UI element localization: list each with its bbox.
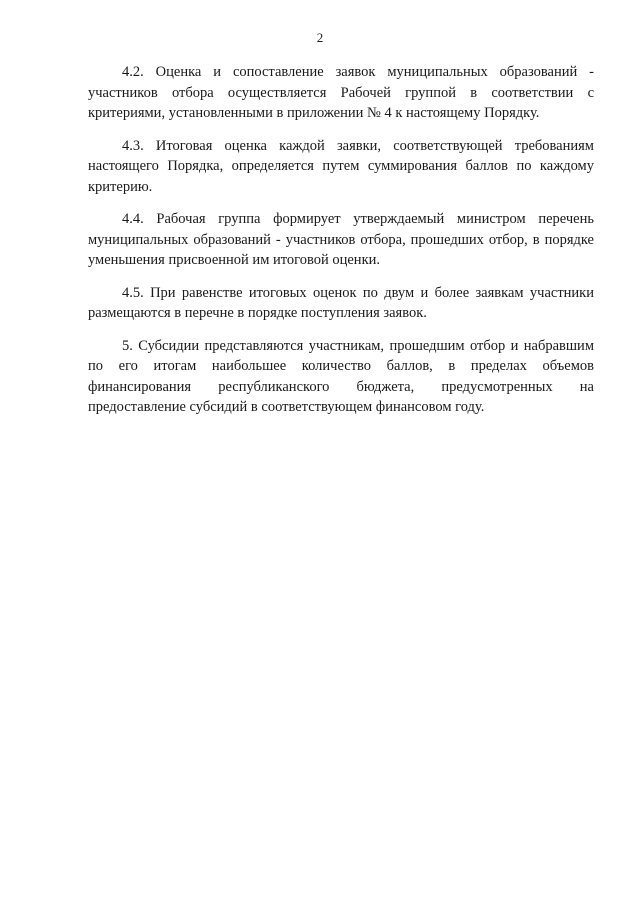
paragraph-4-3: 4.3. Итоговая оценка каждой заявки, соответствующей требованиям настоящего Порядка, определяется путем суммирования баллов по каждому критерию.: [88, 137, 594, 195]
paragraph-5: 5. Субсидии представляются участникам, прошедшим отбор и набравшим по его итогам наибольшее количество баллов, в пределах объемов финансирования республиканского бюджета, предусмотренных на предоставление субсидий в соответствующем финансовом году.: [88, 337, 594, 415]
paragraph-4-5: 4.5. При равенстве итоговых оценок по двум и более заявкам участники размещаются в перечне в порядке поступления заявок.: [88, 284, 594, 321]
paragraph-4-4: 4.4. Рабочая группа формирует утверждаемый министром перечень муниципальных образований - участников отбора, прошедших отбор, в порядке уменьшения присвоенной им итоговой оценки.: [88, 211, 594, 268]
page-number: 2: [316, 30, 324, 45]
paragraph-4-2: 4.2. Оценка и сопоставление заявок муниципальных образований - участников отбора осуществляется Рабочей группой в соответствии с критериями, установленными в приложении № 4 к настоящему Порядку.: [88, 64, 594, 121]
document-body: [88, 62, 594, 430]
